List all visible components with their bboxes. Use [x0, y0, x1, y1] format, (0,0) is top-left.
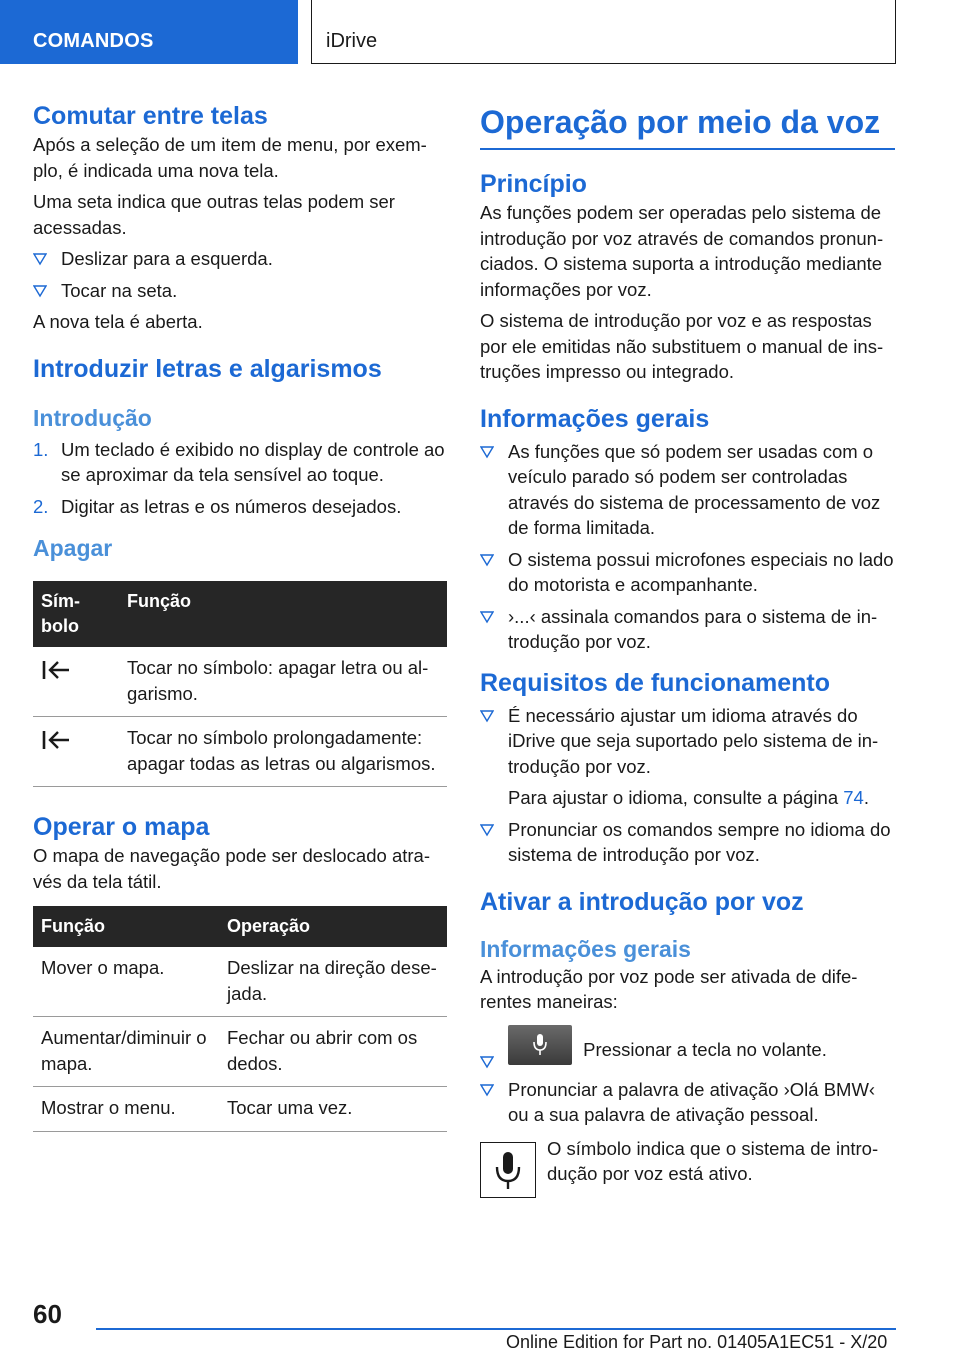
page-link[interactable]: 74	[843, 787, 864, 808]
table-cell: Mover o mapa.	[33, 947, 219, 1017]
table-row	[33, 647, 447, 717]
bullet-text: Tocar na seta.	[61, 279, 178, 301]
list-item	[33, 278, 447, 304]
bullet-text: Pronunciar a palavra de ativação ›Olá BMW‹ ou a sua palavra de ativação pessoal.	[508, 1078, 876, 1125]
erase-table	[33, 581, 447, 787]
reference-period: .	[863, 787, 869, 808]
switch-paragraph-2: Uma seta indica que outras telas podem ser acessadas.	[33, 191, 395, 238]
page-number: 60	[33, 1299, 62, 1329]
list-item	[480, 1027, 895, 1071]
backspace-icon	[41, 734, 71, 755]
table-row	[33, 947, 447, 1017]
switch-screens-heading: Comutar entre telas	[33, 102, 268, 130]
switch-bullet-list	[33, 246, 447, 303]
triangle-bullet-icon	[480, 553, 494, 567]
bullet-text: O sistema possui microfones especiais no lado do motorista e acompanhante.	[508, 548, 894, 595]
steering-voice-key-icon	[508, 1025, 572, 1065]
principle-paragraph-2: O sistema de introdução por voz e as respostas por ele emitidas não substituem o manual de ins-truções impresso ou integrado.	[480, 310, 884, 382]
table-header: Operação	[219, 906, 447, 947]
map-table	[33, 906, 447, 1132]
list-item	[480, 547, 895, 598]
list-item	[33, 437, 447, 488]
switch-paragraph-1: Após a seleção de um item de menu, por exem-plo, é indicada uma nova tela.	[33, 134, 427, 181]
table-cell: Tocar no símbolo prolongadamente: apagar todas as letras ou algarismos.	[119, 717, 447, 787]
triangle-bullet-icon	[480, 610, 494, 624]
switch-paragraph-3: A nova tela é aberta.	[33, 311, 203, 332]
triangle-bullet-icon	[33, 252, 47, 266]
activate-voice-heading: Ativar a introdução por voz	[480, 887, 804, 916]
bullet-text: As funções que só podem ser usadas com o veículo parado só podem ser controladas através do sistema de processamento de voz de forma limitada.	[508, 440, 881, 538]
table-cell: Deslizar na direção dese-jada.	[219, 947, 447, 1017]
map-heading: Operar o mapa	[33, 813, 210, 841]
list-item	[33, 246, 447, 272]
activate-paragraph: A introdução por voz pode ser ativada de dife-rentes maneiras:	[480, 965, 858, 1012]
bullet-text: Pronunciar os comandos sempre no idioma do sistema de introdução por voz.	[508, 818, 891, 865]
chapter-title: iDrive	[326, 30, 378, 52]
triangle-bullet-icon	[480, 1083, 494, 1097]
triangle-bullet-icon	[480, 823, 494, 837]
intro-steps	[33, 437, 447, 520]
table-row	[33, 1017, 447, 1087]
triangle-bullet-icon	[33, 284, 47, 298]
letters-heading: Introduzir letras e algarismos	[33, 354, 382, 383]
general-bullet-list	[480, 439, 895, 655]
microphone-icon	[480, 1142, 536, 1198]
table-header: Função	[119, 581, 447, 647]
table-row	[33, 717, 447, 787]
list-item	[33, 494, 447, 520]
edition-note: Online Edition for Part no. 01405A1EC51 - X/20	[506, 1332, 888, 1352]
table-cell: Tocar uma vez.	[219, 1087, 447, 1132]
bullet-text: ›...‹ assinala comandos para o sistema de in-trodução por voz.	[508, 605, 878, 652]
list-item	[480, 439, 895, 541]
reference-text: Para ajustar o idioma, consulte a página	[508, 787, 839, 808]
activate-bullet-list	[480, 1027, 895, 1128]
intro-heading: Introdução	[33, 404, 152, 431]
table-cell: Fechar ou abrir com os dedos.	[219, 1017, 447, 1087]
table-cell: Mostrar o menu.	[33, 1087, 219, 1132]
table-row	[33, 1087, 447, 1132]
list-item	[480, 703, 895, 811]
list-item	[480, 817, 895, 868]
requirements-bullet-list	[480, 703, 895, 868]
activate-general-heading: Informações gerais	[480, 935, 691, 962]
footer-divider	[96, 1328, 896, 1330]
step-number: 1.	[33, 438, 49, 460]
bullet-text: Pressionar a tecla no volante.	[583, 1038, 827, 1060]
list-item	[480, 604, 895, 655]
list-item	[480, 1077, 895, 1128]
backspace-icon	[41, 664, 71, 685]
general-info-heading: Informações gerais	[480, 404, 710, 433]
symbol-description: O símbolo indica que o sistema de intro-dução por voz está ativo.	[547, 1137, 879, 1184]
step-text: Um teclado é exibido no display de controle ao se aproximar da tela sensível ao toque.	[61, 438, 445, 485]
table-header: Função	[33, 906, 219, 947]
erase-heading: Apagar	[33, 535, 113, 561]
triangle-bullet-icon	[480, 709, 494, 723]
step-text: Digitar as letras e os números desejados.	[61, 495, 402, 517]
voice-operation-heading: Operação por meio da voz	[480, 100, 895, 150]
bullet-text: Deslizar para a esquerda.	[61, 248, 273, 269]
voice-active-symbol-block	[480, 1136, 895, 1200]
bullet-text: É necessário ajustar um idioma através do iDrive que seja suportado pelo sistema de in-trodução por voz.	[508, 704, 879, 777]
principle-paragraph-1: As funções podem ser operadas pelo sistema de introdução por voz através de comandos pronun-ciados. O sistema suporta a introdução mediante informações por voz.	[480, 202, 884, 300]
section-title: COMANDOS	[33, 30, 154, 52]
triangle-bullet-icon	[480, 445, 494, 459]
map-paragraph: O mapa de navegação pode ser deslocado atra-vés da tela tátil.	[33, 845, 430, 892]
table-cell: Tocar no símbolo: apagar letra ou al-garismo.	[119, 647, 447, 717]
step-number: 2.	[33, 495, 49, 517]
section-tab	[0, 0, 298, 64]
principle-heading: Princípio	[480, 170, 587, 198]
requirements-heading: Requisitos de funcionamento	[480, 668, 831, 697]
left-column	[33, 100, 447, 1132]
page-reference	[508, 785, 895, 811]
right-column	[480, 100, 895, 1200]
table-cell: Aumentar/diminuir o mapa.	[33, 1017, 219, 1087]
chapter-tab	[311, 0, 896, 64]
triangle-bullet-icon	[480, 1055, 494, 1069]
table-header: Sím-bolo	[33, 581, 119, 647]
